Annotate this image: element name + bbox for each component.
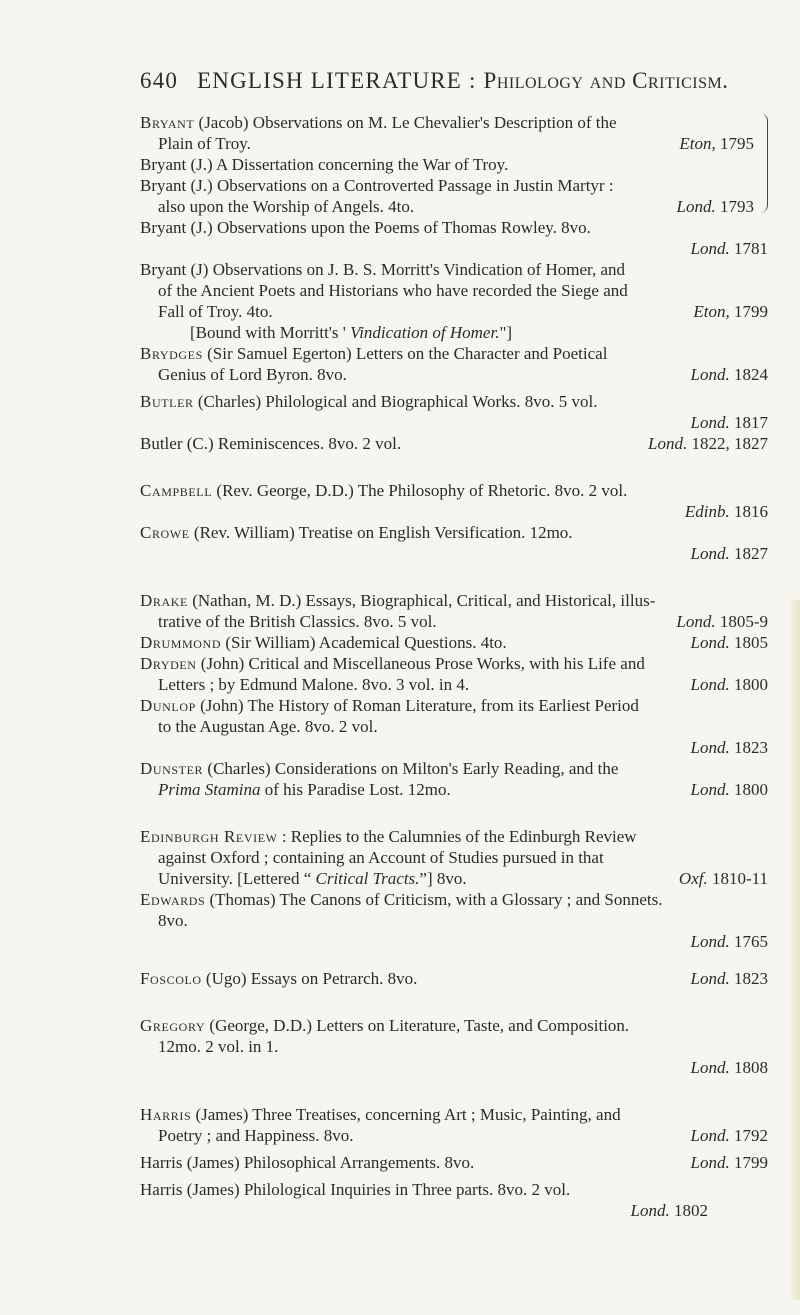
- header-subtitle: Philology and Criticism.: [483, 68, 729, 93]
- header-title: ENGLISH LITERATURE :: [197, 68, 477, 93]
- catalogue-entry: [140, 632, 768, 653]
- page-number: 640: [140, 68, 179, 93]
- entry-imprint: Lond. 1817: [690, 413, 768, 432]
- entry-imprint: Lond. 1800: [690, 780, 768, 799]
- entry-continuation: also upon the Worship of Angels. 4to.: [158, 197, 415, 216]
- entry-imprint: Lond. 1792: [690, 1126, 768, 1145]
- entry-author: Edinburgh Review: [140, 827, 278, 846]
- catalogue-entry: [140, 217, 768, 259]
- entry-continuation: University. [Lettered “ Critical Tracts.”] 8vo.: [158, 869, 467, 888]
- catalogue-entry: [140, 433, 768, 454]
- entry-author: Dunlop: [140, 696, 196, 715]
- entry-imprint: Lond. 1827: [690, 544, 768, 563]
- catalogue-entries: [140, 112, 768, 1221]
- entry-title: (George, D.D.) Letters on Literature, Taste, and Composition.: [205, 1016, 630, 1035]
- entry-imprint: Lond. 1823: [690, 969, 768, 988]
- catalogue-entry: [140, 112, 754, 154]
- entry-imprint: Eton, 1799: [693, 302, 768, 321]
- entry-imprint: Lond. 1805: [690, 633, 768, 652]
- entry-title: Harris (James) Philosophical Arrangements. 8vo.: [140, 1153, 475, 1172]
- entry-title: Bryant (J.) Observations on a Controverted Passage in Justin Martyr :: [140, 176, 614, 195]
- catalogue-entry: [140, 1104, 768, 1146]
- entry-author: Campbell: [140, 481, 213, 500]
- entry-imprint: Lond. 1765: [690, 932, 768, 951]
- entry-title: (Charles) Considerations on Milton's Early Reading, and the: [203, 759, 619, 778]
- bracket-mark: [759, 113, 768, 213]
- catalogue-entry: [140, 653, 768, 695]
- entry-author: Gregory: [140, 1016, 206, 1035]
- entry-continuation: of the Ancient Poets and Historians who have recorded the Siege and: [158, 281, 628, 300]
- entry-imprint: Eton, 1795: [679, 134, 754, 153]
- catalogue-entry: [140, 968, 768, 989]
- entry-author: Crowe: [140, 523, 190, 542]
- entry-author: Drummond: [140, 633, 222, 652]
- entry-author: Dunster: [140, 759, 204, 778]
- entry-title: (Sir Samuel Egerton) Letters on the Character and Poetical: [202, 344, 608, 363]
- entry-imprint: Lond. 1802: [630, 1201, 708, 1220]
- entry-imprint: Lond. 1800: [690, 675, 768, 694]
- catalogue-entry: [140, 889, 768, 952]
- entry-imprint: Lond. 1808: [690, 1058, 768, 1077]
- entry-title: (James) Three Treatises, concerning Art ; Music, Painting, and: [191, 1105, 621, 1124]
- entry-title: (Rev. William) Treatise on English Versification. 12mo.: [189, 523, 573, 542]
- catalogue-entry: [140, 259, 768, 343]
- catalogue-entry: [140, 343, 768, 385]
- entry-title: (Ugo) Essays on Petrarch. 8vo.: [201, 969, 418, 988]
- entry-continuation: Letters ; by Edmund Malone. 8vo. 3 vol. in 4.: [158, 675, 470, 694]
- catalogue-entry: [140, 590, 768, 632]
- catalogue-entry: [140, 826, 768, 889]
- entry-continuation: Poetry ; and Happiness. 8vo.: [158, 1126, 354, 1145]
- entry-continuation: against Oxford ; containing an Account of Studies pursued in that: [158, 848, 604, 867]
- catalogue-entry: [140, 1015, 768, 1078]
- entry-title: Butler (C.) Reminiscences. 8vo. 2 vol.: [140, 434, 402, 453]
- entry-imprint: Lond. 1824: [690, 365, 768, 384]
- catalogue-entry: [140, 695, 768, 758]
- entry-title: (Sir William) Academical Questions. 4to.: [221, 633, 507, 652]
- entry-author: Butler: [140, 392, 194, 411]
- entry-imprint: Lond. 1822, 1827: [648, 434, 768, 453]
- catalogue-entry: [140, 175, 754, 217]
- entry-title: : Replies to the Calumnies of the Edinburgh Review: [277, 827, 637, 846]
- entry-author: Edwards: [140, 890, 206, 909]
- entry-title: Harris (James) Philological Inquiries in Three parts. 8vo. 2 vol.: [140, 1180, 571, 1199]
- catalogue-entry: [140, 391, 768, 433]
- entry-imprint: Lond. 1799: [690, 1153, 768, 1172]
- entry-author: Harris: [140, 1105, 192, 1124]
- entry-continuation: Prima Stamina of his Paradise Lost. 12mo.: [158, 780, 451, 799]
- catalogue-entry: [140, 758, 768, 800]
- catalogue-entry: [140, 1179, 768, 1221]
- entry-author: Foscolo: [140, 969, 202, 988]
- entry-author: Bryant: [140, 113, 195, 132]
- entry-title: (Charles) Philological and Biographical Works. 8vo. 5 vol.: [193, 392, 598, 411]
- catalogue-entry: [140, 154, 754, 175]
- entry-imprint: Lond. 1805-9: [676, 612, 768, 631]
- entry-author: Drake: [140, 591, 188, 610]
- entry-title: (Jacob) Observations on M. Le Chevalier's Description of the: [194, 113, 617, 132]
- entry-imprint: Lond. 1793: [676, 197, 754, 216]
- entry-title: (Nathan, M. D.) Essays, Biographical, Critical, and Historical, illus-: [187, 591, 656, 610]
- entry-continuation: to the Augustan Age. 8vo. 2 vol.: [158, 717, 378, 736]
- entry-title: (John) Critical and Miscellaneous Prose Works, with his Life and: [196, 654, 645, 673]
- entry-title: (John) The History of Roman Literature, from its Earliest Period: [195, 696, 639, 715]
- catalogue-entry: [140, 522, 768, 564]
- entry-imprint: Oxf. 1810-11: [678, 869, 768, 888]
- entry-title: (Rev. George, D.D.) The Philosophy of Rhetoric. 8vo. 2 vol.: [212, 481, 628, 500]
- entry-imprint: Lond. 1781: [690, 239, 768, 258]
- running-header: [140, 68, 780, 94]
- entry-continuation: 12mo. 2 vol. in 1.: [158, 1037, 279, 1056]
- entry-continuation: trative of the British Classics. 8vo. 5 vol.: [158, 612, 437, 631]
- entry-title: Bryant (J) Observations on J. B. S. Morritt's Vindication of Homer, and: [140, 260, 626, 279]
- entry-author: Dryden: [140, 654, 197, 673]
- entry-continuation: Fall of Troy. 4to.: [158, 302, 273, 321]
- entry-continuation: 8vo.: [158, 911, 188, 930]
- entry-note: [Bound with Morritt's ' Vindication of Homer."]: [190, 323, 513, 342]
- entry-continuation: Genius of Lord Byron. 8vo.: [158, 365, 347, 384]
- entry-title: Bryant (J.) A Dissertation concerning the War of Troy.: [140, 155, 509, 174]
- entry-continuation: Plain of Troy.: [158, 134, 251, 153]
- page-edge-stain: [788, 600, 800, 1300]
- entry-author: Brydges: [140, 344, 203, 363]
- entry-imprint: Lond. 1823: [690, 738, 768, 757]
- entry-title: Bryant (J.) Observations upon the Poems of Thomas Rowley. 8vo.: [140, 218, 591, 237]
- entry-imprint: Edinb. 1816: [684, 502, 768, 521]
- entry-title: (Thomas) The Canons of Criticism, with a Glossary ; and Sonnets.: [205, 890, 663, 909]
- catalogue-entry: [140, 1152, 768, 1173]
- catalogue-entry: [140, 480, 768, 522]
